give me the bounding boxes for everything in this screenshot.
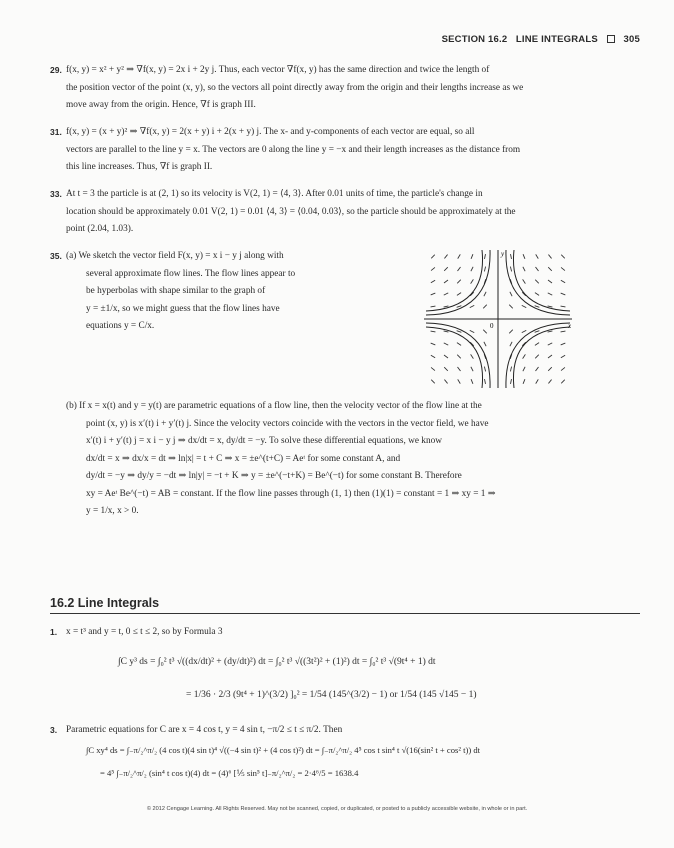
field-arrow bbox=[523, 367, 525, 371]
field-arrow bbox=[548, 267, 552, 271]
field-arrow bbox=[548, 355, 552, 358]
equation: ∫C xy⁴ ds = ∫₋π/₂^π/₂ (4 cos t)(4 sin t)⁴ √((−4 sin t)² + (4 cos t)²) dt = ∫₋π/₂^π/₂ 4⁵ cos t sin⁴ t √(16(sin² t + cos² t)) dt bbox=[86, 745, 481, 755]
problem-line: vectors are parallel to the line y = x. The vectors are 0 along the line y = −x and their length increases as the distance from bbox=[66, 144, 521, 155]
problem-line: point (2.04, 1.03). bbox=[66, 224, 134, 234]
problem-line: y = 1/x, x > 0. bbox=[86, 506, 139, 516]
field-arrow bbox=[535, 355, 539, 359]
field-arrow bbox=[509, 305, 513, 309]
problem-line: f(x, y) = (x + y)² ⇒ ∇f(x, y) = 2(x + y) i + 2(x + y) j. The x- and y-components of each vector are equal, so all bbox=[66, 127, 475, 137]
graph-x-label: x bbox=[568, 322, 572, 330]
field-arrow bbox=[522, 305, 526, 307]
graph-y-label: y bbox=[501, 250, 505, 258]
square-icon bbox=[607, 35, 615, 43]
vector-field-graph bbox=[422, 248, 574, 390]
page-number: 305 bbox=[623, 34, 640, 45]
field-arrow bbox=[536, 267, 539, 271]
field-arrow bbox=[485, 379, 486, 384]
problem-number: 33. bbox=[50, 189, 62, 199]
field-arrow bbox=[510, 267, 511, 272]
field-arrow bbox=[457, 343, 461, 346]
field-arrow bbox=[484, 342, 486, 346]
field-arrow bbox=[523, 379, 525, 384]
field-arrow bbox=[431, 380, 435, 384]
field-arrow bbox=[431, 293, 436, 295]
problem-line: xy = Aeᵗ Be^(−t) = AB = constant. If the flow line passes through (1, 1) then (1)(1) = constant = 1 ⇒ xy = 1 ⇒ bbox=[86, 488, 496, 499]
field-arrow bbox=[523, 254, 525, 259]
field-arrow bbox=[444, 255, 447, 259]
field-arrow bbox=[431, 267, 435, 270]
field-arrow bbox=[431, 280, 435, 283]
problem-line: dx/dt = x ⇒ dx/x = dt ⇒ ln|x| = t + C ⇒ x = ±e^(t+C) = Aeᵗ for some constant A, and bbox=[86, 453, 401, 464]
field-arrow bbox=[511, 254, 512, 259]
problem-line: (a) We sketch the vector field F(x, y) = x i − y j along with bbox=[66, 251, 284, 261]
field-arrow bbox=[509, 330, 513, 334]
field-arrow bbox=[484, 292, 486, 296]
equation: = 1/36 · 2/3 (9t⁴ + 1)^(3/2) ]₀² = 1/54 (145^(3/2) − 1) or 1/54 (145 √145 − 1) bbox=[186, 690, 477, 700]
problem-line: the position vector of the point (x, y), so the vectors all point directly away from the origin and their lengths increase as we bbox=[66, 82, 524, 93]
field-arrow bbox=[536, 379, 539, 383]
field-arrow bbox=[457, 355, 461, 359]
field-arrow bbox=[444, 343, 448, 345]
field-arrow bbox=[483, 330, 487, 334]
field-arrow bbox=[457, 331, 462, 333]
field-arrow bbox=[471, 279, 474, 283]
field-arrow bbox=[484, 267, 485, 272]
field-arrow bbox=[548, 380, 551, 384]
field-arrow bbox=[561, 331, 566, 332]
field-arrow bbox=[457, 280, 461, 284]
section-problem-1 bbox=[50, 624, 631, 642]
field-arrow bbox=[510, 292, 512, 296]
problem-35a bbox=[50, 248, 406, 336]
field-arrow bbox=[535, 280, 539, 284]
field-arrow bbox=[458, 267, 461, 271]
section-label: SECTION 16.2 bbox=[441, 34, 508, 45]
field-arrow bbox=[431, 331, 436, 332]
field-arrow bbox=[548, 367, 552, 371]
copyright-footer: © 2012 Cengage Learning. All Rights Reserved. May not be scanned, copied, or duplicated, or posted to a publicly accessible website, in whole or in part. bbox=[146, 806, 528, 812]
field-arrow bbox=[561, 280, 565, 283]
field-arrow bbox=[548, 293, 552, 295]
problem-number: 31. bbox=[50, 127, 62, 137]
field-arrow bbox=[485, 254, 486, 259]
field-arrow bbox=[548, 306, 553, 307]
field-arrow bbox=[536, 367, 539, 371]
field-arrow bbox=[561, 267, 565, 270]
field-arrow bbox=[458, 254, 461, 258]
equation: ∫C y³ ds = ∫₀² t³ √((dx/dt)² + (dy/dt)²) dt = ∫₀² t³ √((3t²)² + (1)²) dt = ∫₀² t³ √(9t⁴ + 1) dt bbox=[118, 657, 436, 667]
problem-line: location should be approximately 0.01 V(2, 1) = 0.01 ⟨4, 3⟩ = ⟨0.04, 0.03⟩, so the particle should be approximately at the bbox=[66, 206, 516, 217]
problem-31 bbox=[50, 124, 631, 177]
field-arrow bbox=[548, 343, 552, 345]
section-divider bbox=[50, 613, 640, 614]
field-arrow bbox=[458, 379, 461, 383]
field-arrow bbox=[548, 280, 552, 283]
problem-line: equations y = C/x. bbox=[86, 321, 155, 331]
field-arrow bbox=[561, 306, 566, 307]
field-arrow bbox=[535, 331, 540, 333]
field-arrow bbox=[535, 293, 539, 296]
problem-number: 29. bbox=[50, 65, 62, 75]
field-arrow bbox=[511, 379, 512, 384]
field-arrow bbox=[471, 254, 473, 259]
field-arrow bbox=[536, 254, 539, 258]
field-arrow bbox=[431, 343, 436, 345]
field-arrow bbox=[471, 367, 473, 371]
field-arrow bbox=[457, 306, 462, 308]
problem-33 bbox=[50, 186, 631, 239]
field-arrow bbox=[444, 380, 447, 384]
problem-line: point (x, y) is x′(t) i + y′(t) j. Since the velocity vectors coincide with the vectors in the vector field, we have bbox=[86, 418, 489, 429]
problem-line: this line increases. Thus, ∇f is graph II. bbox=[66, 162, 213, 172]
field-arrow bbox=[470, 305, 474, 307]
field-arrow bbox=[561, 293, 566, 295]
field-arrow bbox=[457, 293, 461, 296]
problem-line: several approximate flow lines. The flow lines appear to bbox=[86, 268, 296, 279]
field-arrow bbox=[471, 267, 473, 271]
problem-line: be hyperbolas with shape similar to the graph of bbox=[86, 286, 266, 296]
field-arrow bbox=[431, 367, 435, 370]
problem-line: dy/dt = −y ⇒ dy/y = −dt ⇒ ln|y| = −t + K ⇒ y = ±e^(−t+K) = Be^(−t) for some constant B. Therefore bbox=[86, 471, 462, 481]
problem-number: 1. bbox=[50, 627, 58, 637]
field-arrow bbox=[444, 355, 448, 358]
field-arrow bbox=[484, 367, 485, 372]
problem-line: Parametric equations for C are x = 4 cos t, y = 4 sin t, −π/2 ≤ t ≤ π/2. Then bbox=[66, 725, 343, 735]
field-arrow bbox=[561, 343, 566, 345]
section-title-header: LINE INTEGRALS bbox=[515, 34, 598, 45]
problem-29 bbox=[50, 62, 631, 115]
field-arrow bbox=[548, 255, 551, 259]
field-arrow bbox=[510, 367, 511, 372]
field-arrow bbox=[444, 267, 448, 271]
field-arrow bbox=[510, 342, 512, 346]
running-head bbox=[0, 34, 640, 45]
field-arrow bbox=[444, 280, 448, 283]
field-arrow bbox=[431, 355, 435, 358]
problem-line: f(x, y) = x² + y² ⇒ ∇f(x, y) = 2x i + 2y j. Thus, each vector ∇f(x, y) has the same direction and twice the length of bbox=[66, 65, 490, 75]
section-problem-3 bbox=[50, 722, 631, 740]
field-arrow bbox=[431, 306, 436, 307]
problem-35b bbox=[66, 398, 631, 521]
field-arrow bbox=[548, 331, 553, 332]
field-arrow bbox=[444, 331, 449, 332]
field-arrow bbox=[470, 330, 474, 332]
field-arrow bbox=[535, 306, 540, 308]
problem-line: move away from the origin. Hence, ∇f is graph III. bbox=[66, 100, 256, 110]
problem-line: x = t³ and y = t, 0 ≤ t ≤ 2, so by Formula 3 bbox=[66, 627, 223, 637]
field-arrow bbox=[471, 379, 473, 384]
problem-line: y = ±1/x, so we might guess that the flow lines have bbox=[86, 303, 280, 314]
field-arrow bbox=[561, 367, 565, 370]
field-arrow bbox=[431, 255, 435, 259]
field-arrow bbox=[522, 330, 526, 332]
equation: = 4⁵ ∫₋π/₂^π/₂ (sin⁴ t cos t)(4) dt = (4)⁶ [⅕ sin⁵ t]₋π/₂^π/₂ = 2·4⁶/5 = 1638.4 bbox=[100, 768, 359, 778]
problem-line: At t = 3 the particle is at (2, 1) so its velocity is V(2, 1) = ⟨4, 3⟩. After 0.01 units of time, the particle's change in bbox=[66, 189, 483, 199]
problem-line: x′(t) i + y′(t) j = x i − y j ⇒ dx/dt = x, dy/dt = −y. To solve these differential equations, we know bbox=[86, 436, 442, 446]
field-arrow bbox=[561, 255, 565, 259]
field-arrow bbox=[523, 267, 525, 271]
section-heading: 16.2 Line Integrals bbox=[50, 596, 160, 610]
field-arrow bbox=[483, 305, 487, 309]
field-arrow bbox=[444, 293, 448, 295]
field-arrow bbox=[523, 279, 526, 283]
field-arrow bbox=[444, 367, 448, 371]
field-arrow bbox=[523, 354, 526, 358]
field-arrow bbox=[535, 343, 539, 346]
graph-origin-label: 0 bbox=[490, 322, 494, 330]
problem-number: 35. bbox=[50, 251, 62, 261]
field-arrow bbox=[561, 355, 565, 358]
problem-line: (b) If x = x(t) and y = y(t) are parametric equations of a flow line, then the velocity vector of the flow line at the bbox=[66, 401, 482, 411]
field-arrow bbox=[458, 367, 461, 371]
field-arrow bbox=[471, 354, 474, 358]
field-arrow bbox=[561, 380, 565, 384]
problem-number: 3. bbox=[50, 725, 58, 735]
field-arrow bbox=[444, 306, 449, 307]
